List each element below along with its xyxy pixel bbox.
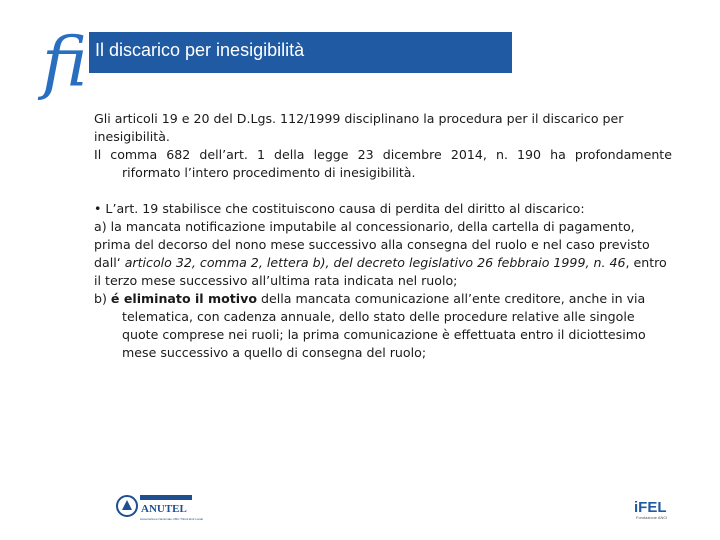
paragraph-comma-line1: Il comma 682 dell’art. 1 della legge 23 dicembre 2014, n. 190 ha profondamente: [94, 147, 672, 162]
slide-body: [94, 110, 672, 362]
item-b-bold: é eliminato il motivo: [110, 291, 257, 306]
paragraph-comma-line2: riformato l’intero procedimento di inesigibilità.: [122, 165, 416, 180]
anutel-logo-sub: Associazione Nazionale Uffici Tributi Enti Locali: [140, 517, 203, 521]
anutel-logo: [116, 492, 203, 522]
anutel-logo-text: ANUTEL: [141, 503, 187, 515]
list-item-a: [94, 218, 672, 290]
ifel-logo: [633, 492, 669, 522]
list-item-b-continuation: telematica, con cadenza annuale, dello stato delle procedure relative alle singole quote comprese nei ruoli; la prima comunicazione è effettuata entro il diciottesimo mese successivo a quello di consegna del ruolo;: [122, 309, 646, 360]
paragraph-intro: Gli articoli 19 e 20 del D.Lgs. 112/1999 disciplinano la procedura per il discarico per inesigibilità.: [94, 111, 624, 144]
item-a-text-start: a) la mancata notificazione imputabile al concessionario, della cartella di pagamento, prima del decorso del nono mese successivo alla consegna del ruolo e nel caso previsto dall‘: [94, 219, 650, 270]
page-title-text: Il discarico per inesigibilità: [95, 40, 305, 60]
fi-logo-text: fi: [42, 24, 88, 103]
item-b-rest: della mancata comunicazione all’ente creditore, anche in via: [256, 291, 646, 306]
item-a-law-reference: articolo 32, comma 2, lettera b), del decreto legislativo 26 febbraio 1999, n. 46: [124, 255, 626, 270]
item-b-prefix: b): [94, 291, 111, 306]
page-title: [89, 32, 512, 73]
ifel-logo-sub: Fondazione ANCI: [636, 515, 668, 520]
bullet-intro: • L’art. 19 stabilisce che costituiscono causa di perdita del diritto al discarico:: [94, 201, 585, 216]
list-item-b: [94, 290, 672, 308]
ifel-logo-text: iFEL: [634, 499, 667, 516]
item-a-text-end: , entro il terzo mese successivo all’ultima rata indicata nel ruolo;: [94, 255, 667, 288]
